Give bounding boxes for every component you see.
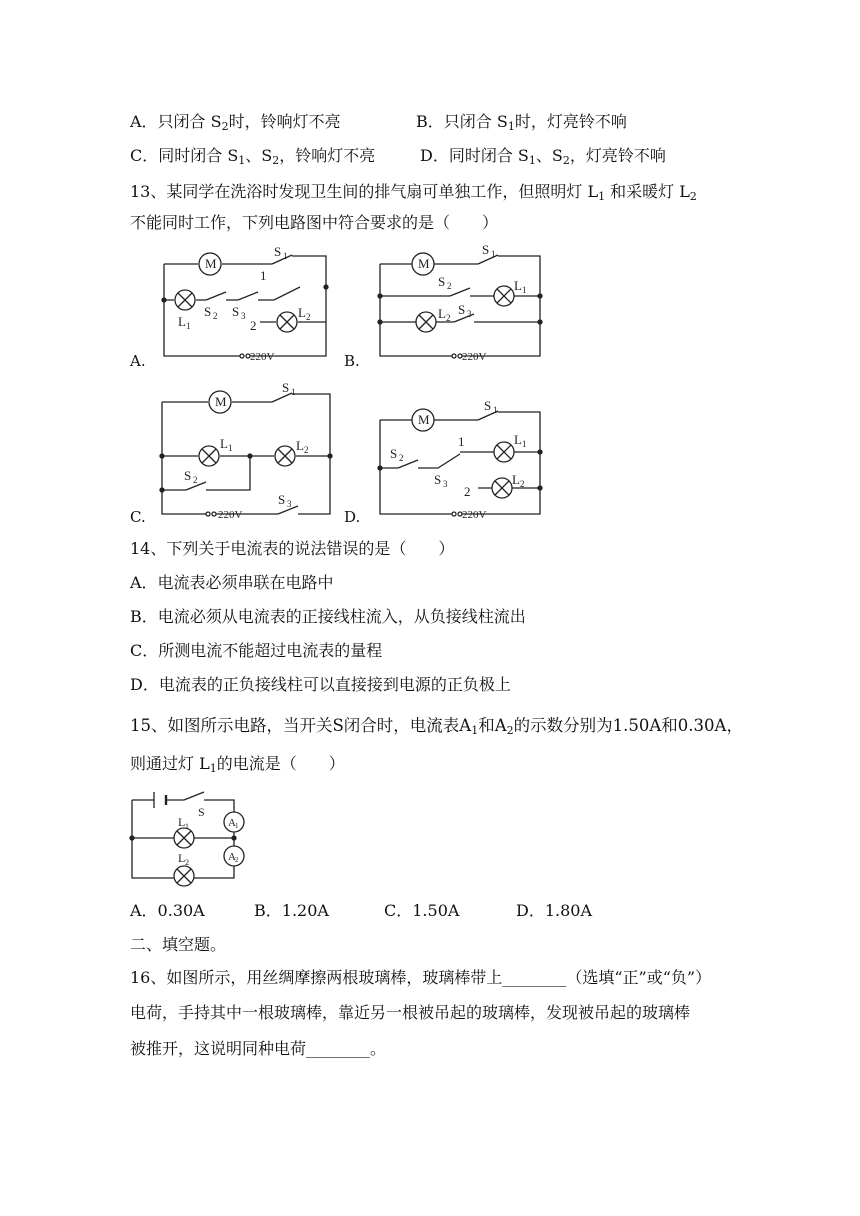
svg-text:1: 1 (291, 387, 296, 397)
svg-text:2: 2 (447, 281, 452, 291)
svg-text:A: A (228, 851, 236, 863)
svg-text:3: 3 (241, 311, 246, 321)
svg-text:1: 1 (522, 439, 527, 449)
q15-option-d: D．1.80A (516, 901, 593, 920)
svg-text:M: M (418, 256, 430, 271)
svg-text:2: 2 (304, 445, 309, 455)
svg-text:S: S (282, 380, 290, 395)
q12-option-c: C．同时闭合 $S_1$、$S_2$，铃响灯不亮 (130, 146, 376, 167)
q14-option-b: B．电流必须从电流表的正接线柱流入，从负接线柱流出 (130, 607, 526, 626)
svg-text:L: L (512, 472, 520, 487)
svg-text:3: 3 (467, 309, 472, 319)
svg-text:S: S (434, 472, 442, 487)
q15-stem-line1: 15、如图所示电路，当开关S闭合时，电流表$A_1$和$A_2$的示数分别为1.50A和0.30A， (130, 716, 743, 737)
q15-stem-line2: 则通过灯 $L_1$的电流是（ ） (130, 754, 345, 775)
svg-text:1: 1 (491, 249, 496, 259)
svg-text:L: L (514, 432, 522, 447)
svg-text:L: L (178, 815, 186, 829)
q14-option-c: C．所测电流不能超过电流表的量程 (130, 641, 383, 660)
svg-text:S: S (184, 468, 192, 483)
svg-text:1: 1 (185, 822, 189, 831)
svg-text:2: 2 (399, 453, 404, 463)
switch-label: S (274, 244, 282, 259)
svg-text:2: 2 (520, 479, 525, 489)
switch-label: S (198, 805, 205, 819)
svg-text:S: S (278, 492, 286, 507)
svg-text:L: L (296, 438, 304, 453)
svg-text:2: 2 (185, 858, 189, 867)
q13-stem-line1: 13、某同学在洗浴时发现卫生间的排气扇可单独工作，但照明灯 $L_1$ 和采暖灯 $L_2$ (130, 182, 697, 203)
q16-line2: 电荷，手持其中一根玻璃棒，靠近另一根被吊起的玻璃棒，发现被吊起的玻璃棒 (130, 1003, 691, 1022)
q14-stem: 14、下列关于电流表的说法错误的是（ ） (130, 539, 455, 558)
q12-option-d: D．同时闭合 $S_1$、$S_2$，灯亮铃不响 (420, 146, 666, 167)
voltage-label: 220V (250, 351, 275, 363)
q14-option-a: A．电流表必须串联在电路中 (130, 573, 334, 592)
svg-text:S: S (390, 446, 398, 461)
svg-text:S: S (482, 242, 490, 257)
svg-text:1: 1 (228, 443, 233, 453)
q13-label-c: C. (130, 508, 146, 526)
svg-text:1: 1 (186, 321, 191, 331)
svg-text:220V: 220V (462, 509, 487, 521)
q15-circuit (124, 790, 254, 888)
svg-text:1: 1 (283, 251, 288, 261)
q13-circuit-b (370, 242, 550, 364)
q15-option-a: A．0.30A (130, 901, 205, 920)
q12-option-a: A．只闭合 $S_2$时，铃响灯不亮 (130, 112, 341, 133)
svg-text:2: 2 (193, 475, 198, 485)
ammeter-label: A (228, 817, 236, 829)
q16-line3: 被推开，这说明同种电荷________。 (130, 1039, 387, 1058)
svg-text:M: M (215, 394, 227, 409)
q13-circuit-a (150, 242, 340, 364)
q15-option-c: C．1.50A (384, 901, 460, 920)
svg-text:1: 1 (458, 434, 465, 449)
svg-text:2: 2 (235, 856, 239, 864)
svg-text:M: M (418, 412, 430, 427)
lamp-label: L (178, 314, 186, 329)
q12-option-b: B．只闭合 $S_1$时，灯亮铃不响 (416, 112, 627, 133)
svg-text:220V: 220V (462, 351, 487, 363)
svg-text:L: L (178, 851, 186, 865)
svg-text:S: S (204, 304, 212, 319)
q13-circuit-d (370, 396, 550, 522)
q14-option-d: D．电流表的正负接线柱可以直接接到电源的正负极上 (130, 675, 511, 694)
svg-text:L: L (438, 306, 446, 321)
q13-label-b: B. (344, 352, 360, 370)
q13-circuit-c (150, 380, 340, 522)
section-heading: 二、填空题。 (130, 935, 227, 954)
svg-text:3: 3 (287, 499, 292, 509)
svg-text:S: S (438, 274, 446, 289)
svg-text:1: 1 (493, 405, 498, 415)
q13-stem-line2: 不能同时工作，下列电路图中符合要求的是（ ） (130, 213, 499, 232)
svg-text:S: S (484, 398, 492, 413)
q15-option-b: B．1.20A (254, 901, 329, 920)
svg-text:2: 2 (213, 311, 218, 321)
svg-text:2: 2 (250, 318, 257, 333)
svg-text:1: 1 (522, 285, 527, 295)
svg-text:3: 3 (443, 479, 448, 489)
svg-text:2: 2 (464, 484, 471, 499)
q13-label-d: D. (344, 508, 361, 526)
q13-label-a: A. (130, 352, 146, 370)
svg-text:220V: 220V (218, 509, 243, 521)
svg-text:1: 1 (260, 268, 267, 283)
svg-text:L: L (220, 436, 228, 451)
svg-text:L: L (298, 305, 306, 320)
svg-text:L: L (514, 278, 522, 293)
svg-text:S: S (458, 302, 466, 317)
svg-text:2: 2 (306, 312, 311, 322)
svg-text:S: S (232, 304, 240, 319)
q16-line1: 16、如图所示，用丝绸摩擦两根玻璃棒，玻璃棒带上________（选填“正”或“负”） (130, 968, 712, 987)
svg-text:2: 2 (446, 313, 451, 323)
svg-text:1: 1 (235, 822, 239, 830)
motor-label: M (205, 256, 217, 271)
